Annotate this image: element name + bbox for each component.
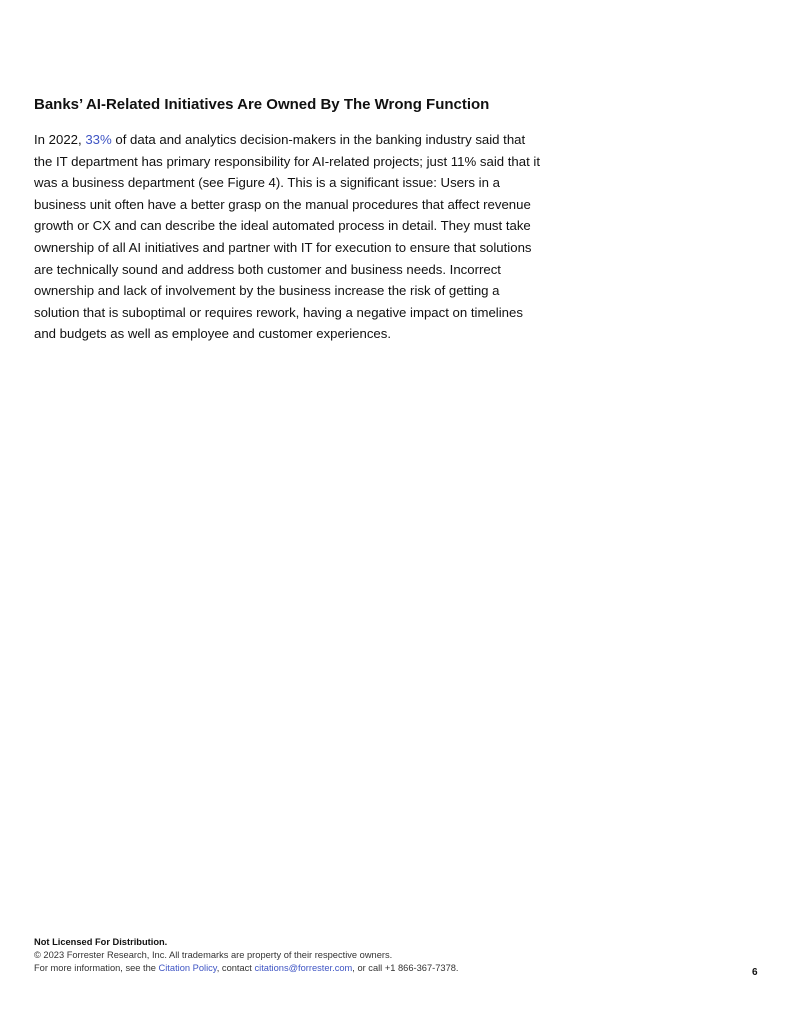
distribution-notice: Not Licensed For Distribution. <box>34 937 168 947</box>
page-number: 6 <box>752 967 758 978</box>
line-text: of data and analytics decision-makers in the banking industry said that <box>111 132 526 147</box>
section-heading: Banks’ AI-Related Initiatives Are Owned By The Wrong Function <box>34 96 490 113</box>
stat-link-33-percent[interactable]: 33% <box>85 132 112 147</box>
paragraph-line: the IT department has primary responsibility for AI-related projects; just 11% said that it <box>34 153 540 169</box>
body-paragraph <box>34 129 554 345</box>
email-link[interactable]: citations@forrester.com <box>254 963 353 973</box>
citation-policy-link[interactable]: Citation Policy <box>158 963 217 973</box>
paragraph-line: and budgets as well as employee and customer experiences. <box>34 326 392 342</box>
paragraph-line: ownership of all AI initiatives and partner with IT for execution to ensure that solutions <box>34 239 532 255</box>
paragraph-line: ownership and lack of involvement by the business increase the risk of getting a <box>34 283 500 299</box>
paragraph-line: business unit often have a better grasp on the manual procedures that affect revenue <box>34 196 531 212</box>
paragraph-line: growth or CX and can describe the ideal automated process in detail. They must take <box>34 218 531 234</box>
contact-text: , or call +1 866-367-7378. <box>352 963 459 973</box>
contact-line <box>34 962 459 975</box>
paragraph-line <box>34 129 554 151</box>
contact-text: For more information, see the <box>34 963 159 973</box>
copyright-text: © 2023 Forrester Research, Inc. All trademarks are property of their respective owners. <box>34 950 393 960</box>
page-footer <box>34 936 459 975</box>
contact-text: , contact <box>216 963 255 973</box>
paragraph-line: are technically sound and address both customer and business needs. Incorrect <box>34 261 501 277</box>
line-text: In 2022, <box>34 132 86 147</box>
paragraph-line: solution that is suboptimal or requires rework, having a negative impact on timelines <box>34 304 523 320</box>
paragraph-line: was a business department (see Figure 4). This is a significant issue: Users in a <box>34 175 500 191</box>
